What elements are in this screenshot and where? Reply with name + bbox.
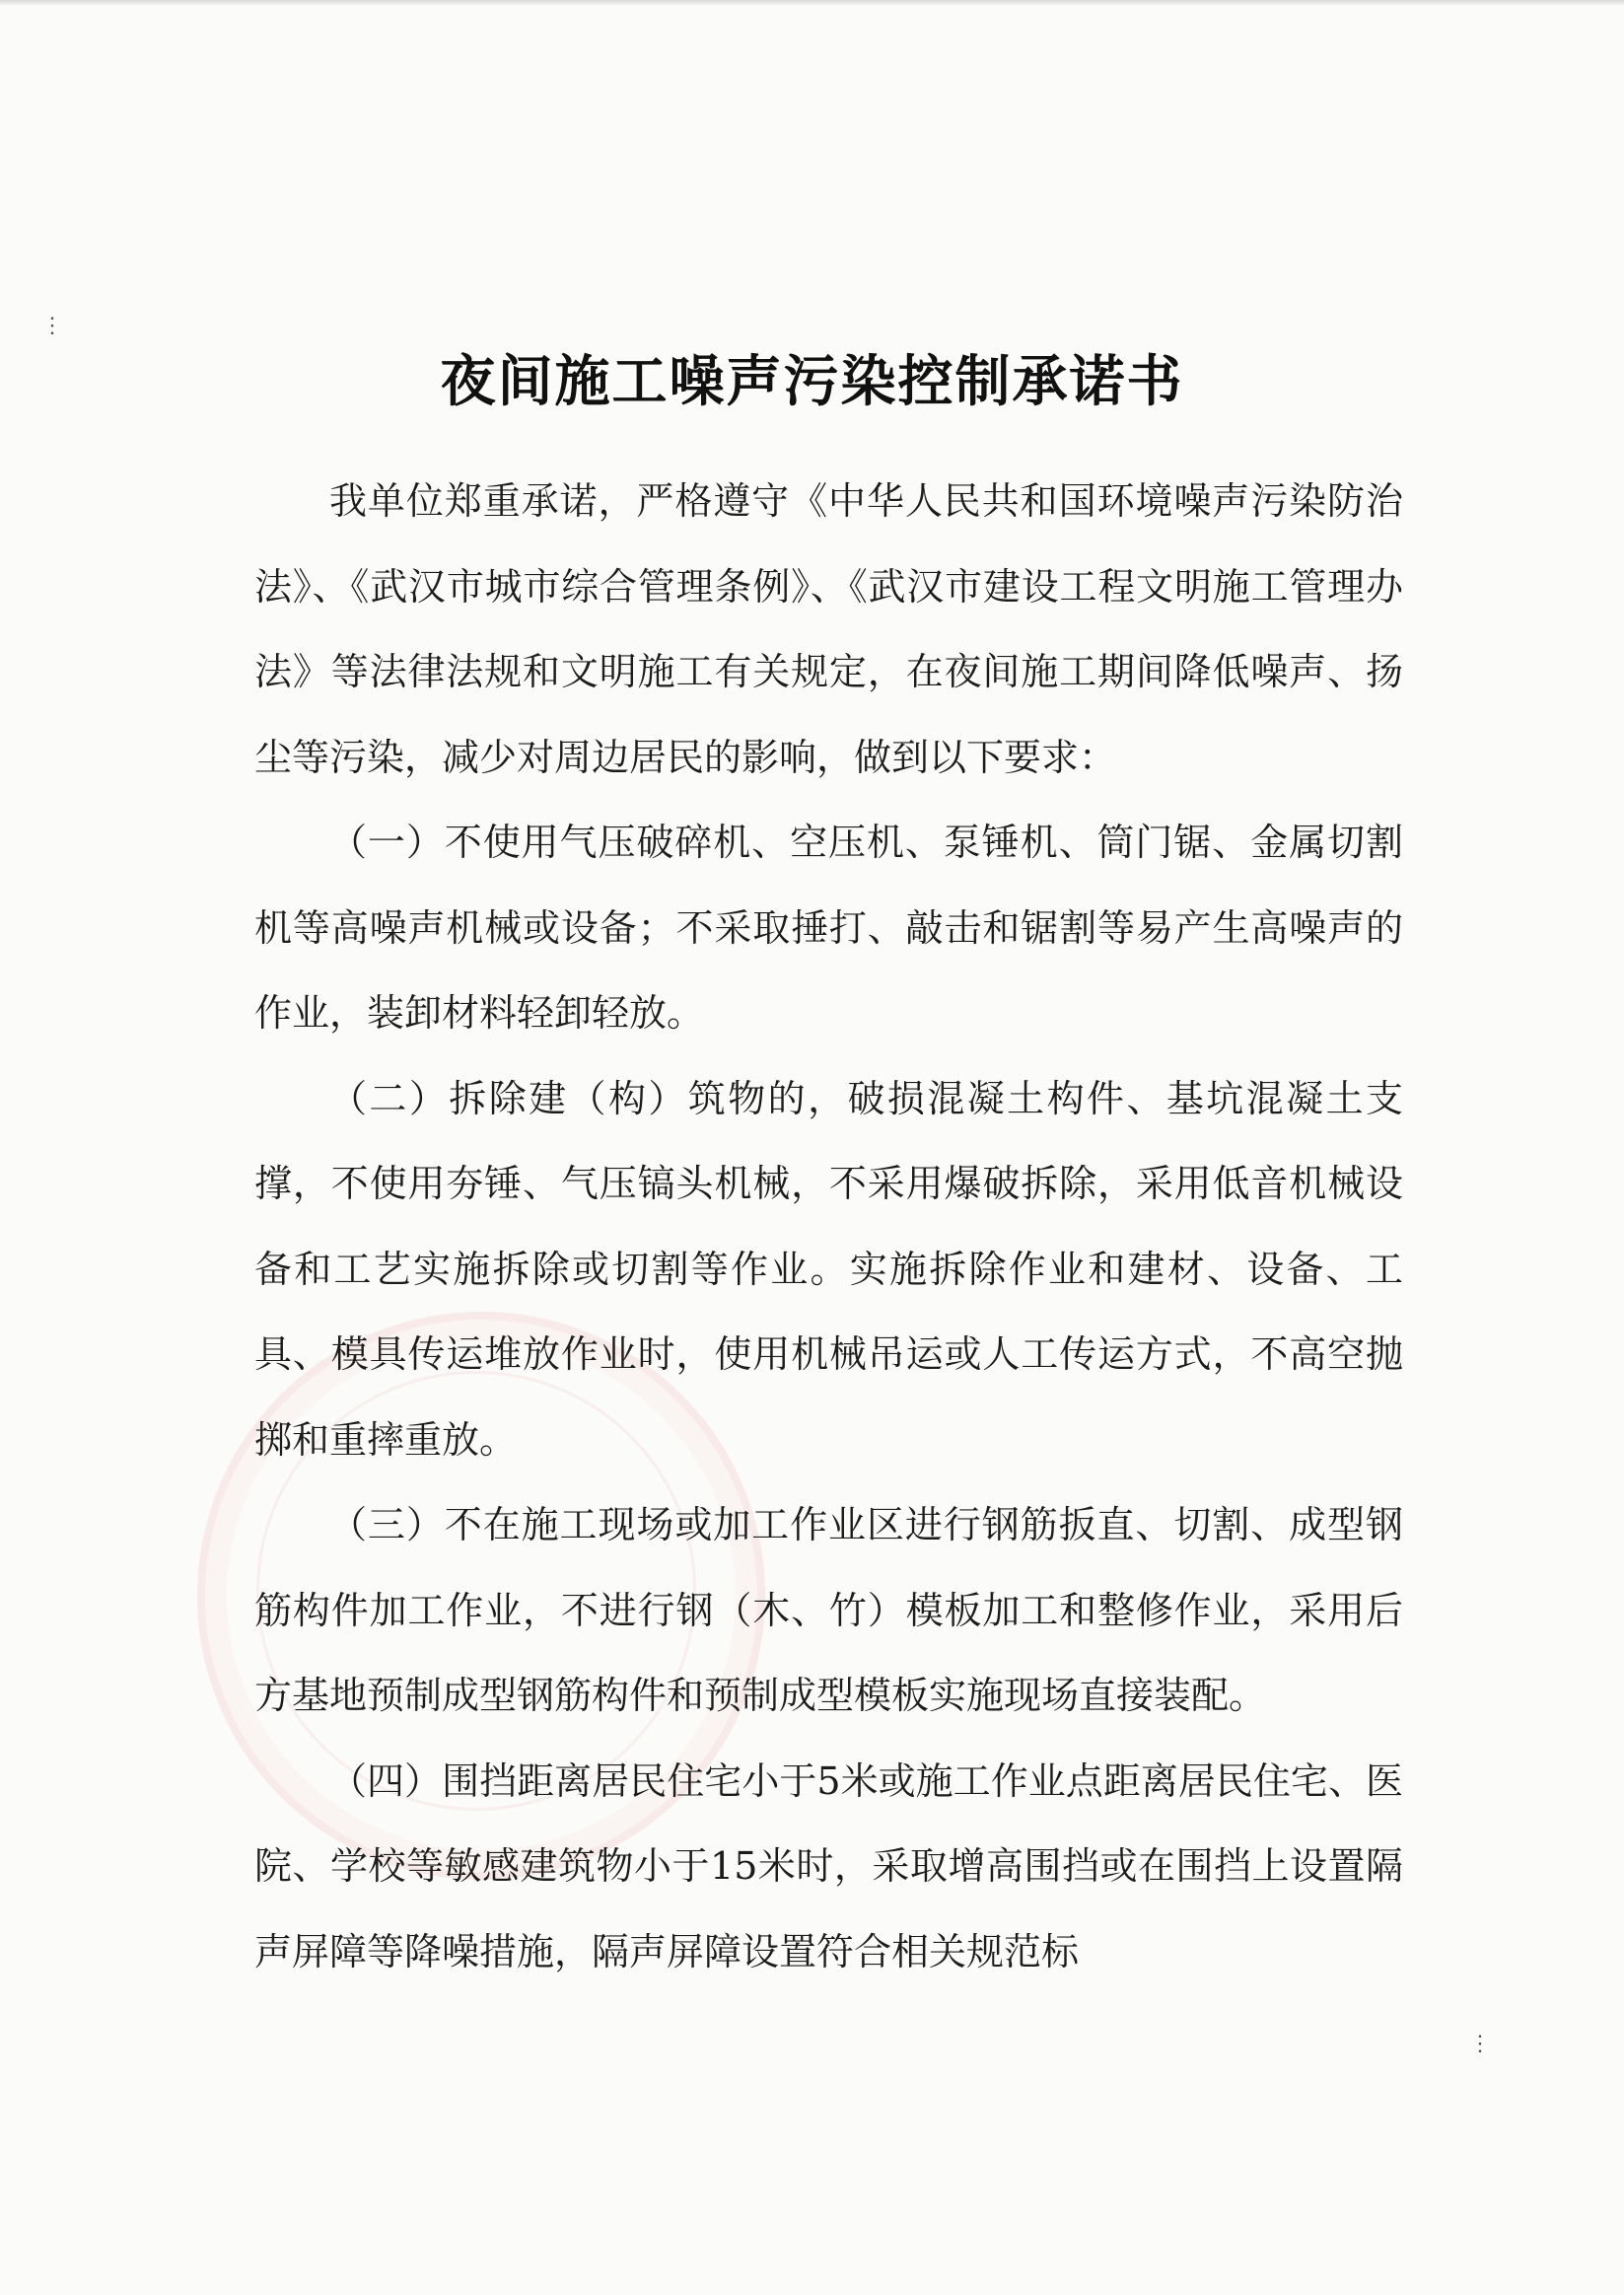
binding-hole-marks-right: ⋮ bbox=[1469, 2032, 1497, 2056]
clause-4-paragraph: （四）围挡距离居民住宅小于5米或施工作业点距离居民住宅、医院、学校等敏感建筑物小于15米时，采取增高围挡或在围挡上设置隔声屏障等降噪措施，隔声屏障设置符合相关规范标 bbox=[254, 1758, 1403, 1973]
binding-hole-marks-left: ⋮ bbox=[41, 314, 69, 338]
clause-3-paragraph: （三）不在施工现场或加工作业区进行钢筋扳直、切割、成型钢筋构件加工作业，不进行钢（木、竹）模板加工和整修作业，采用后方基地预制成型钢筋构件和预制成型模板实施现场直接装配。 bbox=[254, 1503, 1403, 1717]
clause-2-paragraph: （二）拆除建（构）筑物的，破损混凝土构件、基坑混凝土支撑，不使用夯锤、气压镐头机械，不采用爆破拆除，采用低音机械设备和工艺实施拆除或切割等作业。实施拆除作业和建材、设备、工具、模具传运堆放作业时，使用机械吊运或人工传运方式，不高空抛掷和重摔重放。 bbox=[254, 1076, 1403, 1462]
intro-paragraph: 我单位郑重承诺，严格遵守《中华人民共和国环境噪声污染防治法》、《武汉市城市综合管理条例》、《武汉市建设工程文明施工管理办法》等法律法规和文明施工有关规定，在夜间施工期间降低噪声、扬尘等污染，减少对周边居民的影响，做到以下要求： bbox=[254, 479, 1403, 779]
document-title: 夜间施工噪声污染控制承诺书 bbox=[440, 349, 1184, 414]
scan-edge bbox=[0, 0, 1624, 6]
document-body bbox=[254, 459, 1403, 1994]
clause-1-paragraph: （一）不使用气压破碎机、空压机、泵锤机、筒门锯、金属切割机等高噪声机械或设备；不采取捶打、敲击和锯割等易产生高噪声的作业，装卸材料轻卸轻放。 bbox=[254, 821, 1403, 1035]
